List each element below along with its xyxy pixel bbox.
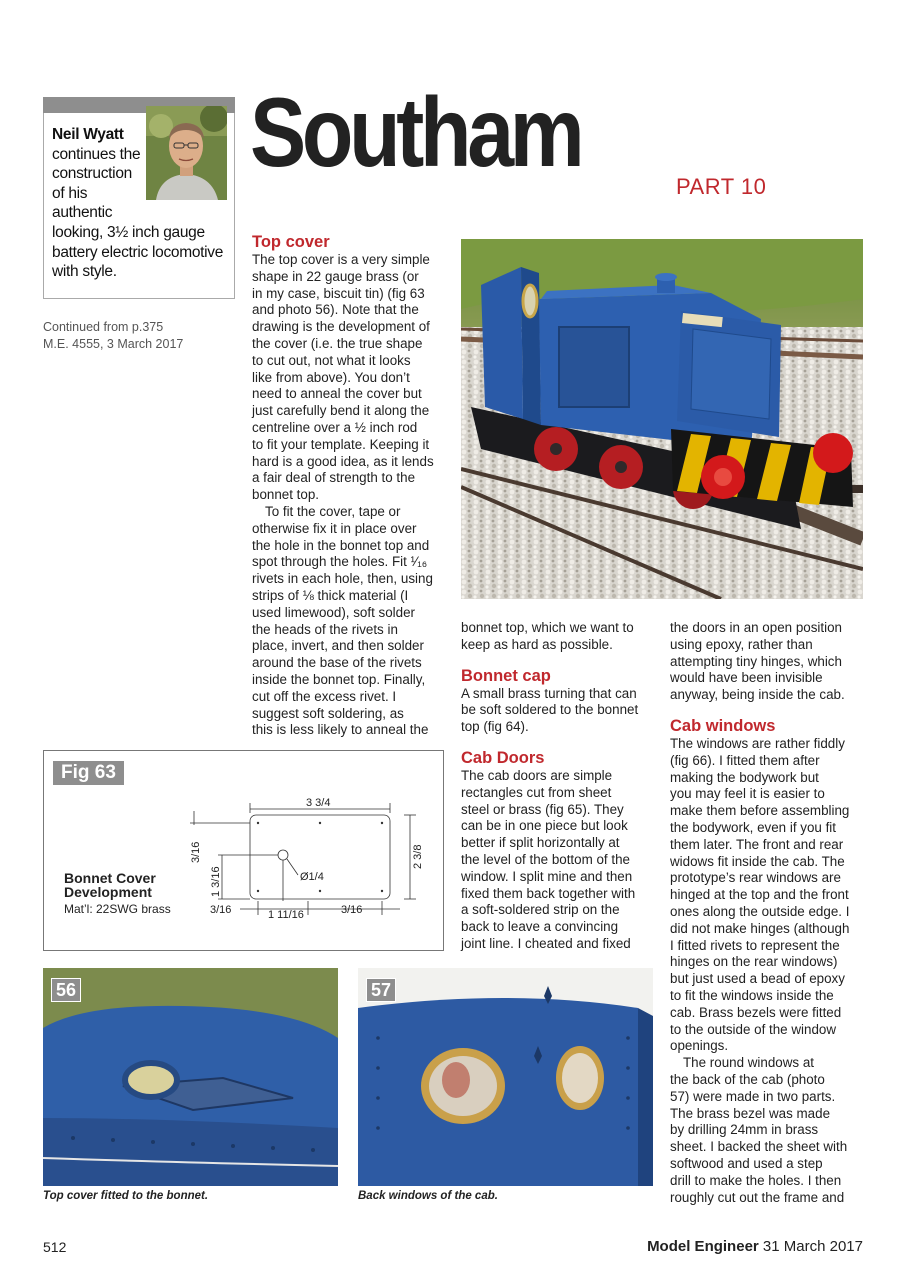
article-part: PART 10 — [676, 174, 767, 199]
text-line: cab. Brass bezels were fitted — [670, 1004, 842, 1020]
text-line: anyway, being inside the cab. — [670, 687, 845, 703]
dim-width: 3 3/4 — [306, 797, 331, 809]
text-line: The cab doors are simple — [461, 767, 613, 783]
text-line: the cover (i.e. the true shape — [252, 335, 423, 351]
text-line: fixed them back together with — [461, 885, 636, 901]
intro-line: with style. — [52, 263, 117, 281]
author-name: Neil Wyatt — [52, 126, 124, 143]
paragraph — [461, 768, 656, 953]
text-line: top (fig 64). — [461, 719, 529, 735]
dim-hole-x: 1 11/16 — [268, 909, 304, 921]
text-line: The windows are rather fiddly — [670, 735, 845, 751]
text-line: joint line. I cheated and fixed — [461, 935, 631, 951]
photo-57 — [358, 968, 653, 1186]
article-title: Southam — [250, 77, 581, 187]
bonnet-cover-drawing — [44, 751, 443, 950]
text-line: to the outside of the window — [670, 1021, 837, 1037]
text-line: make them before assembling — [670, 803, 850, 819]
text-line: better if split horizontally at — [461, 835, 620, 851]
photo-56-caption: Top cover fitted to the bonnet. — [43, 1190, 209, 1202]
text-line: drill to make the holes. I then — [670, 1172, 842, 1188]
text-line: The brass bezel was made — [670, 1105, 831, 1121]
column-2 — [461, 620, 656, 953]
text-line: hard is a good idea, as it lends — [252, 453, 434, 469]
continued-note — [43, 319, 233, 353]
text-line: strips of ⅛ thick material (I — [252, 587, 409, 603]
text-line: bonnet top. — [252, 487, 320, 503]
text-line: the hole in the bonnet top and — [252, 537, 430, 553]
text-line: widows fit inside the cab. The — [670, 853, 845, 869]
text-line: rivets in each hole, then, using — [252, 571, 433, 587]
author-intro — [52, 125, 228, 282]
text-line: bonnet top, which we want to — [461, 620, 634, 635]
text-line: to cut out, not what it looks — [252, 352, 411, 368]
text-line: you may feel it is easier to — [670, 786, 825, 802]
dim-hole-height: 1 3/16 — [210, 866, 222, 897]
text-line: place, invert, and then solder — [252, 638, 424, 654]
text-line: openings. — [670, 1038, 729, 1054]
dim-top-offset: 3/16 — [190, 841, 202, 863]
text-line: attempting tiny hinges, which — [670, 653, 842, 669]
cover-outline — [250, 815, 390, 899]
heading-bonnet-cap: Bonnet cap — [461, 666, 551, 685]
text-line: around the base of the rivets — [252, 655, 422, 671]
locomotive-photo — [461, 239, 863, 599]
intro-line: construction — [52, 165, 132, 183]
dim-height: 2 3/8 — [412, 844, 424, 869]
text-line: but just used a bead of epoxy — [670, 971, 845, 987]
text-line: steel or brass (fig 65). They — [461, 801, 624, 817]
intro-line: battery electric locomotive — [52, 243, 224, 261]
text-line: otherwise fix it in place over — [252, 520, 417, 536]
text-line: The top cover is a very simple — [252, 252, 430, 267]
dim-left-offset: 3/16 — [210, 904, 232, 916]
paragraph — [670, 620, 865, 704]
text-line: suggest soft soldering, as — [252, 705, 404, 721]
photo-56 — [43, 968, 338, 1186]
text-line: to fit the windows inside the — [670, 987, 834, 1003]
text-line: The round windows at — [683, 1055, 815, 1071]
text-line: spot through the holes. Fit ¹⁄₁₆ — [252, 554, 428, 570]
photo-tag: 57 — [366, 978, 396, 1002]
text-line: a soft-soldered strip on the — [461, 902, 620, 918]
text-line: the back of the cab (photo — [670, 1071, 825, 1087]
figure-material: Mat’l: 22SWG brass — [64, 902, 171, 916]
column-1 — [252, 232, 447, 739]
intro-line: looking, 3½ inch gauge — [52, 223, 205, 241]
text-line: using epoxy, rather than — [670, 636, 813, 652]
paragraph — [252, 504, 447, 739]
text-line: sheet. I backed the sheet with — [670, 1139, 848, 1155]
text-line: the level of the bottom of the — [461, 851, 630, 867]
text-line: making the bodywork but — [670, 769, 819, 785]
paragraph — [670, 736, 865, 1055]
text-line: rectangles cut from sheet — [461, 784, 612, 800]
text-line: them later. The front and rear — [670, 836, 844, 852]
page-number: 512 — [43, 1239, 67, 1255]
text-line: like from above). You don’t — [252, 369, 410, 385]
dim-hole-diameter: Ø1/4 — [300, 871, 324, 883]
text-line: in my case, biscuit tin) (fig 63 — [252, 285, 425, 301]
photo-57-caption: Back windows of the cab. — [358, 1190, 498, 1202]
previous-issue: M.E. 4555, 3 March 2017 — [43, 337, 184, 351]
photo-tag: 56 — [51, 978, 81, 1002]
heading-cab-doors: Cab Doors — [461, 748, 545, 767]
paragraph — [461, 686, 656, 736]
figure-title-line: Bonnet Cover — [64, 870, 156, 886]
intro-line: continues the — [52, 145, 141, 163]
text-line: inside the bonnet top. Finally, — [252, 671, 426, 687]
text-line: centreline over a ½ inch rod — [252, 419, 418, 435]
column-3 — [670, 620, 865, 1206]
text-line: this is less likely to anneal the — [252, 722, 429, 738]
text-line: the bodywork, even if you fit — [670, 819, 836, 835]
centre-hole — [278, 850, 288, 860]
text-line: keep as hard as possible. — [461, 636, 613, 652]
text-line: to fit your template. Keeping it — [252, 436, 430, 452]
text-line: used limewood), soft solder — [252, 604, 415, 620]
footer-magazine — [600, 1238, 863, 1255]
text-line: the doors in an open position — [670, 620, 842, 635]
text-line: prototype’s rear windows are — [670, 870, 841, 886]
text-line: hinges on the rear windows) — [670, 954, 838, 970]
text-line: To fit the cover, tape or — [265, 503, 401, 519]
figure-title — [64, 871, 156, 899]
text-line: A small brass turning that can — [461, 685, 637, 701]
text-line: window. I split mine and then — [461, 868, 633, 884]
text-line: the heads of the rivets in — [252, 621, 398, 637]
text-line: and photo 56). Note that the — [252, 302, 419, 318]
heading-top-cover: Top cover — [252, 233, 330, 251]
text-line: roughly cut out the frame and — [670, 1189, 845, 1205]
text-line: ones along the outside edge. I — [670, 903, 850, 919]
text-line: just carefully bend it along the — [252, 403, 430, 419]
text-line: back to leave a convincing — [461, 919, 619, 935]
text-line: cut off the excess rivet. I — [252, 688, 397, 704]
text-line: by drilling 24mm in brass — [670, 1122, 819, 1138]
text-line: did not make hinges (although — [670, 920, 850, 936]
text-line: (fig 66). I fitted them after — [670, 752, 820, 768]
figure-tag: Fig 63 — [53, 761, 124, 785]
text-line: shape in 22 gauge brass (or — [252, 268, 419, 284]
text-line: would have been invisible — [670, 670, 823, 686]
figure-63 — [43, 750, 444, 951]
figure-title-line: Development — [64, 884, 152, 900]
text-line: can be in one piece but look — [461, 818, 628, 834]
text-line: need to anneal the cover but — [252, 386, 422, 402]
issue-date: 31 March 2017 — [762, 1238, 863, 1255]
intro-line: of his — [52, 184, 88, 202]
magazine-name: Model Engineer — [647, 1238, 759, 1255]
paragraph — [670, 1055, 865, 1206]
continued-from: Continued from p.375 — [43, 320, 164, 334]
text-line: drawing is the development of — [252, 319, 430, 335]
dim-right-offset: 3/16 — [341, 904, 363, 916]
paragraph — [461, 620, 656, 654]
text-line: 57) were made in two parts. — [670, 1088, 836, 1104]
heading-cab-windows: Cab windows — [670, 716, 776, 735]
text-line: a fair deal of strength to the — [252, 470, 416, 486]
paragraph — [252, 252, 447, 504]
text-line: softwood and used a step — [670, 1155, 823, 1171]
text-line: be soft soldered to the bonnet — [461, 702, 639, 718]
author-box — [43, 97, 235, 299]
text-line: I fitted rivets to represent the — [670, 937, 840, 953]
intro-line: authentic — [52, 204, 113, 222]
text-line: hinged at the top and the front — [670, 887, 849, 903]
